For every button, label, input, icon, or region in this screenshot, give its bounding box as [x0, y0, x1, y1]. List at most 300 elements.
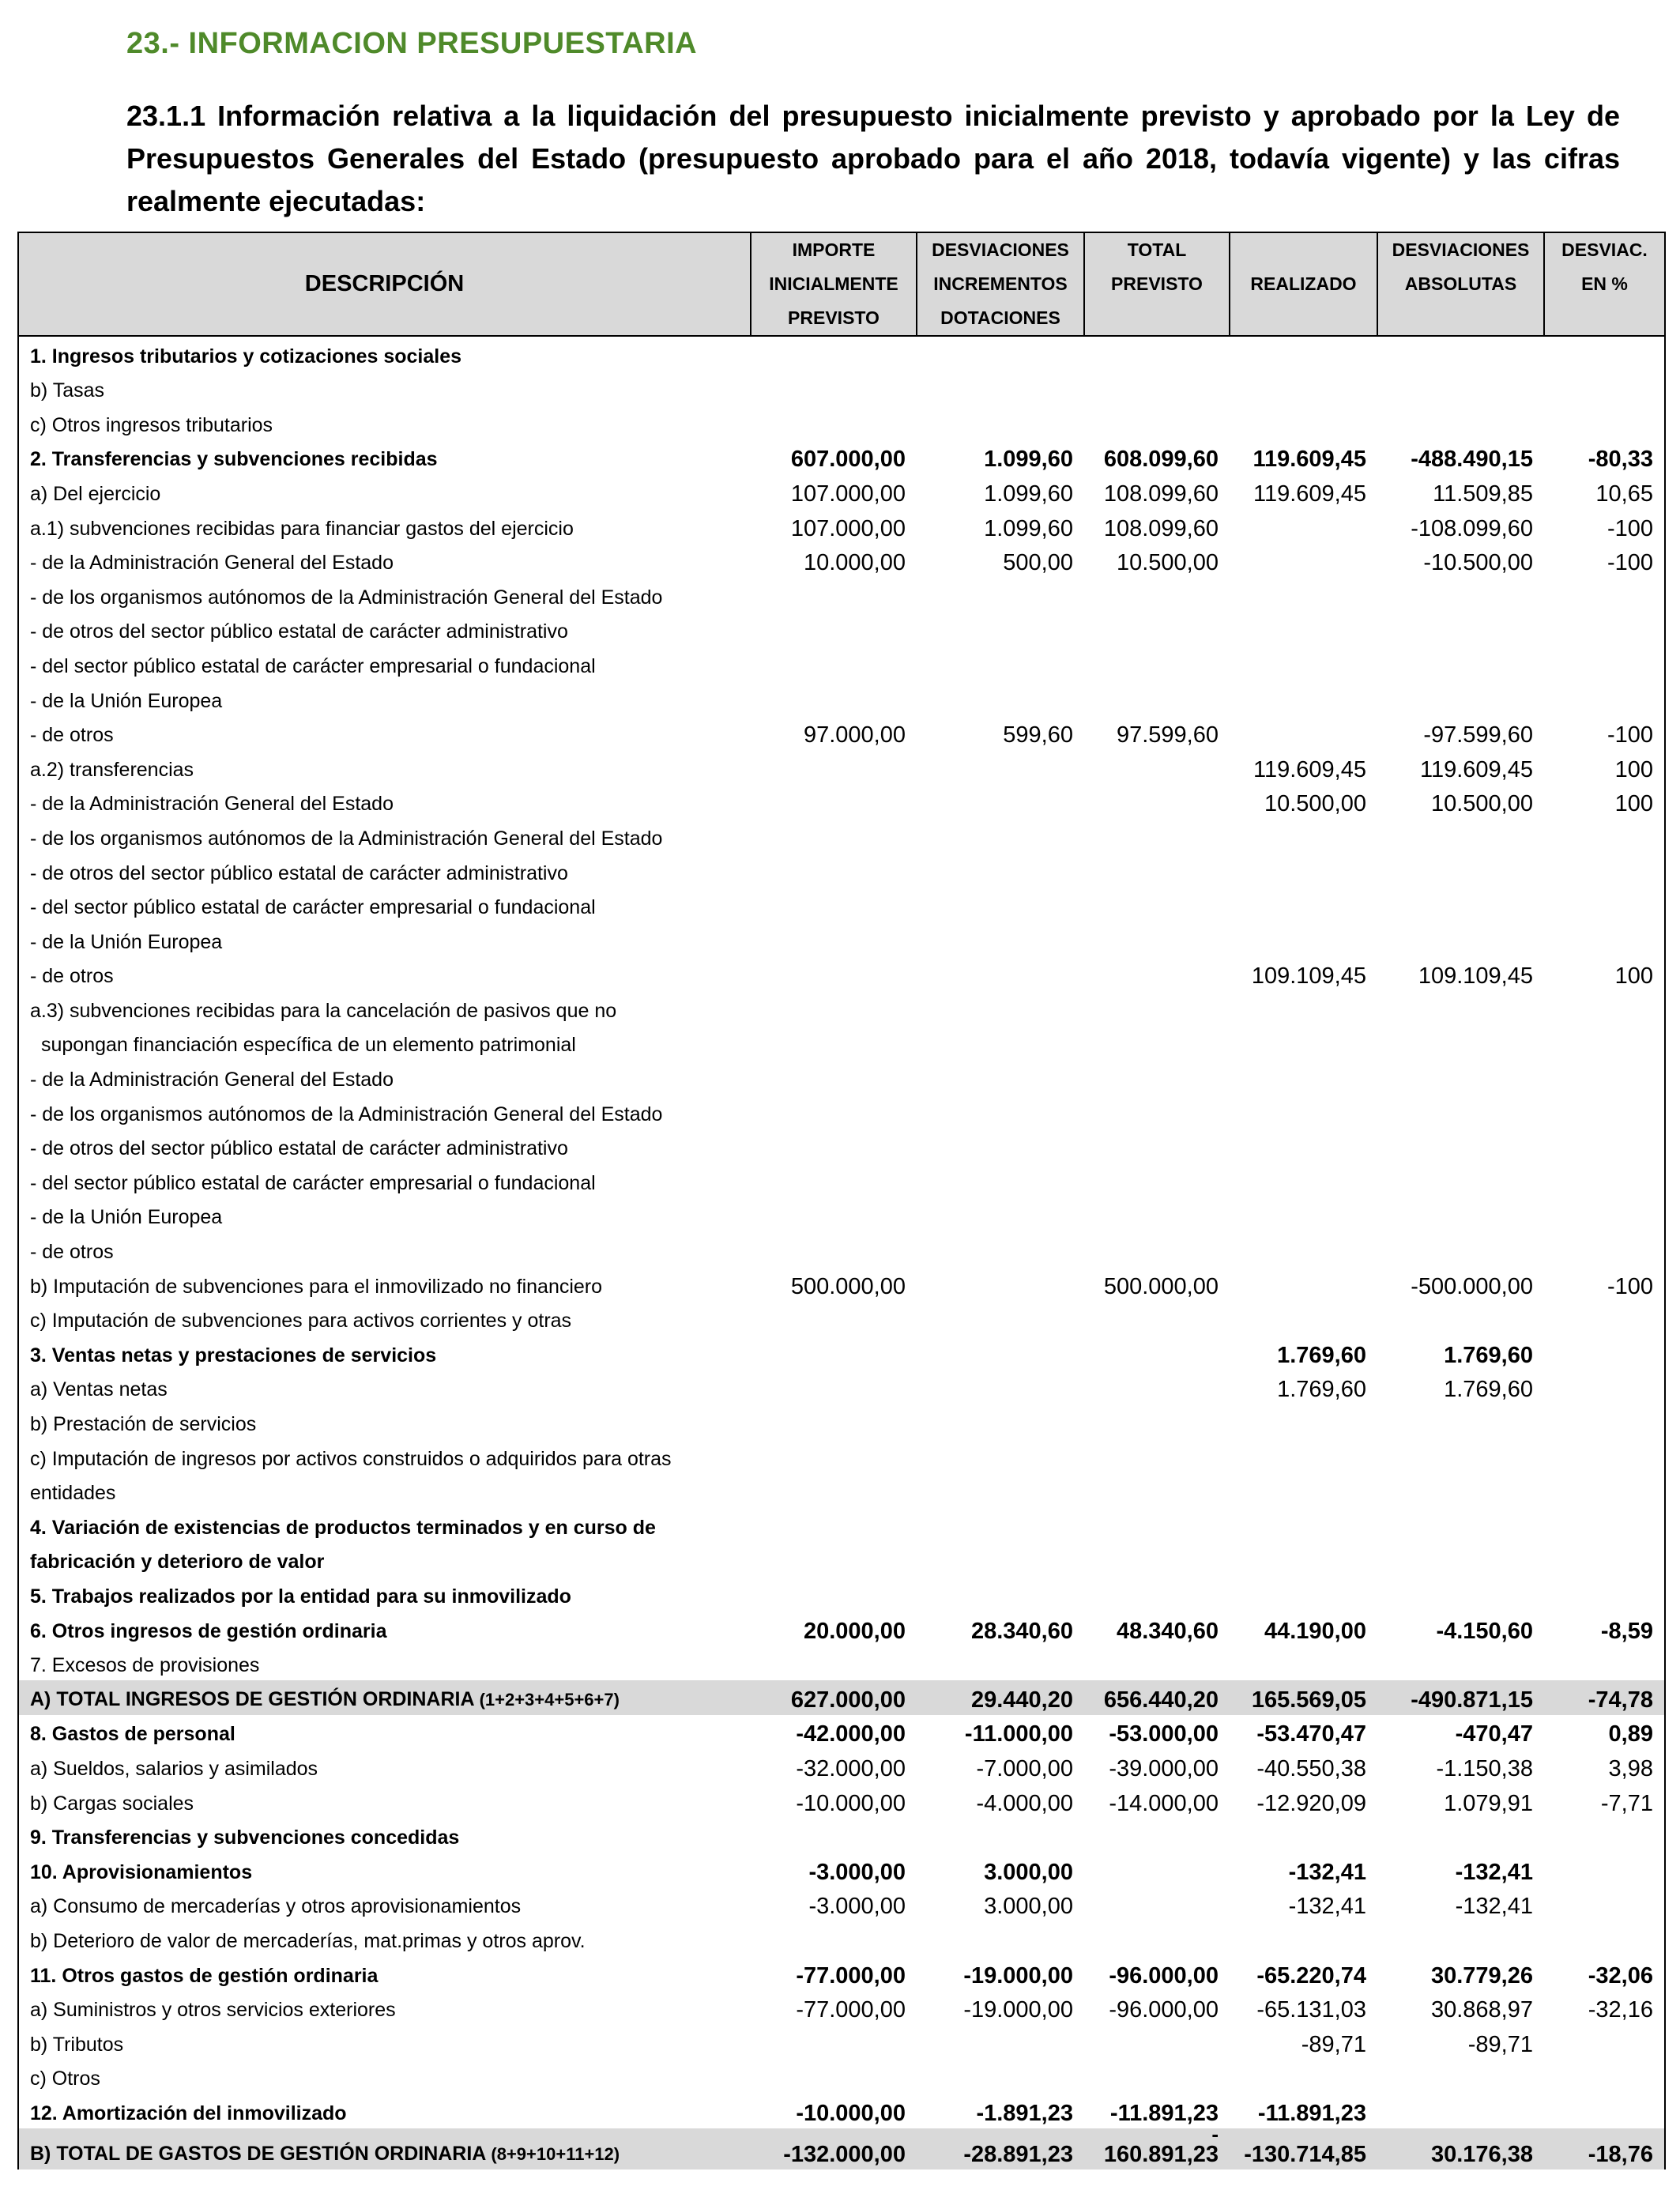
table-row [18, 578, 1665, 613]
cell-realizado [1230, 647, 1377, 681]
cell-total-previsto [1084, 1784, 1230, 1819]
table-body [18, 336, 1665, 2169]
cell-total-previsto [1084, 1577, 1230, 1612]
row-description-text: 10. Aprovisionamientos [30, 1860, 253, 1883]
cell-total-previsto [1084, 1508, 1230, 1543]
cell-total-previsto [1084, 1026, 1230, 1061]
row-description-text: - de otros [30, 1241, 114, 1264]
cell-desviaciones-absolutas [1377, 1267, 1544, 1302]
cell-desviaciones-incrementos [917, 1302, 1084, 1336]
cell-importe-inicial [751, 474, 917, 509]
cell-total-previsto [1084, 888, 1230, 923]
cell-realizado [1230, 1646, 1377, 1681]
table-row [18, 1577, 1665, 1612]
cell-desviaciones-absolutas [1377, 819, 1544, 854]
cell-desviaciones-incrementos [917, 336, 1084, 371]
cell-desviaciones-absolutas [1377, 1819, 1544, 1853]
row-description [18, 1095, 751, 1129]
row-description-text: 5. Trabajos realizados por la entidad para su inmovilizado [30, 1585, 571, 1608]
cell-importe-inicial [751, 716, 917, 751]
cell-realizado [1230, 2025, 1377, 2060]
cell-desviaciones-incrementos [917, 578, 1084, 613]
cell-realizado [1230, 750, 1377, 785]
cell-value: 119.609,45 [1253, 756, 1366, 782]
cell-realizado [1230, 1749, 1377, 1784]
cell-importe-inicial [751, 1749, 917, 1784]
row-description [18, 544, 751, 579]
cell-desviacion-porcentaje [1544, 1163, 1665, 1198]
cell-desviacion-porcentaje [1544, 544, 1665, 579]
cell-desviaciones-absolutas [1377, 1680, 1544, 1715]
cell-desviacion-porcentaje [1544, 750, 1665, 785]
cell-total-previsto [1084, 1404, 1230, 1439]
cell-realizado [1230, 1095, 1377, 1129]
table-row [18, 2060, 1665, 2094]
cell-value: 607.000,00 [790, 447, 906, 473]
cell-desviaciones-incrementos [917, 613, 1084, 647]
cell-total-previsto [1084, 1060, 1230, 1095]
row-description [18, 1439, 751, 1474]
table-row [18, 440, 1665, 475]
cell-realizado [1230, 1887, 1377, 1922]
cell-realizado [1230, 1198, 1377, 1233]
cell-importe-inicial [751, 1163, 917, 1198]
cell-total-previsto [1084, 1956, 1230, 1991]
cell-value: 30.176,38 [1430, 2141, 1533, 2167]
cell-value: -11.000,00 [964, 1721, 1073, 1747]
cell-realizado [1230, 1026, 1377, 1061]
header-line: INICIALMENTE [769, 273, 898, 294]
cell-desviacion-porcentaje [1544, 2060, 1665, 2094]
cell-desviaciones-incrementos [917, 1095, 1084, 1129]
cell-realizado [1230, 854, 1377, 888]
cell-total-previsto [1084, 2060, 1230, 2094]
cell-value: 1.099,60 [984, 481, 1073, 507]
cell-value: -28.891,23 [963, 2141, 1073, 2167]
cell-desviacion-porcentaje [1544, 1646, 1665, 1681]
cell-importe-inicial [751, 2060, 917, 2094]
cell-desviaciones-incrementos [917, 1060, 1084, 1095]
row-description [18, 1956, 751, 1991]
row-description-text: 7. Excesos de provisiones [30, 1654, 260, 1677]
row-description [18, 509, 751, 544]
cell-realizado [1230, 785, 1377, 820]
cell-desviaciones-absolutas [1377, 1921, 1544, 1956]
cell-value: -132,41 [1455, 1894, 1533, 1920]
cell-importe-inicial [751, 1439, 917, 1474]
cell-value: -32,16 [1588, 1997, 1653, 2023]
table-row [18, 1715, 1665, 1750]
cell-total-previsto [1084, 1474, 1230, 1509]
row-description [18, 1508, 751, 1543]
cell-desviaciones-incrementos [917, 854, 1084, 888]
cell-desviaciones-absolutas [1377, 371, 1544, 406]
cell-desviaciones-absolutas [1377, 336, 1544, 371]
cell-desviaciones-absolutas [1377, 1577, 1544, 1612]
cell-realizado [1230, 578, 1377, 613]
cell-desviacion-porcentaje [1544, 1508, 1665, 1543]
row-description [18, 405, 751, 440]
cell-desviaciones-absolutas [1377, 1612, 1544, 1646]
cell-desviaciones-absolutas [1377, 2025, 1544, 2060]
cell-desviaciones-incrementos [917, 1336, 1084, 1370]
cell-value: 107.000,00 [790, 515, 906, 541]
table-row [18, 681, 1665, 716]
cell-desviaciones-absolutas [1377, 440, 1544, 475]
cell-realizado [1230, 2128, 1377, 2169]
cell-total-previsto [1084, 922, 1230, 957]
row-description [18, 647, 751, 681]
cell-value: -100 [1607, 550, 1653, 576]
cell-desviaciones-incrementos [917, 1921, 1084, 1956]
cell-total-previsto [1084, 819, 1230, 854]
cell-value: 0,89 [1608, 1721, 1653, 1747]
cell-total-previsto [1084, 681, 1230, 716]
header-line: PREVISTO [1111, 273, 1203, 294]
cell-importe-inicial [751, 681, 917, 716]
cell-desviacion-porcentaje [1544, 888, 1665, 923]
row-description-text: 6. Otros ingresos de gestión ordinaria [30, 1619, 387, 1642]
cell-value: -500.000,00 [1411, 1273, 1533, 1299]
table-row [18, 1921, 1665, 1956]
cell-desviacion-porcentaje [1544, 1921, 1665, 1956]
cell-realizado [1230, 1474, 1377, 1509]
row-description-text: b) Deterioro de valor de mercaderías, mat.primas y otros aprov. [30, 1929, 586, 1952]
row-description [18, 1853, 751, 1887]
cell-desviaciones-absolutas [1377, 2094, 1544, 2128]
cell-desviaciones-absolutas [1377, 405, 1544, 440]
cell-desviaciones-incrementos [917, 544, 1084, 579]
table-row [18, 1129, 1665, 1164]
row-description-text: - de la Administración General del Estado [30, 793, 394, 816]
cell-desviacion-porcentaje [1544, 440, 1665, 475]
cell-desviacion-porcentaje [1544, 336, 1665, 371]
row-description-text: 2. Transferencias y subvenciones recibidas [30, 448, 438, 471]
cell-value: 119.609,45 [1253, 481, 1366, 507]
cell-value: -3.000,00 [808, 1894, 906, 1920]
cell-importe-inicial [751, 1302, 917, 1336]
row-description [18, 2094, 751, 2128]
cell-desviacion-porcentaje [1544, 785, 1665, 820]
row-description [18, 371, 751, 406]
row-description [18, 613, 751, 647]
cell-desviacion-porcentaje [1544, 1095, 1665, 1129]
cell-total-previsto [1084, 509, 1230, 544]
cell-importe-inicial [751, 1474, 917, 1509]
row-description-text: a) Del ejercicio [30, 482, 161, 505]
header-line: ABSOLUTAS [1404, 273, 1517, 294]
row-description [18, 1612, 751, 1646]
cell-desviaciones-absolutas [1377, 1956, 1544, 1991]
cell-desviaciones-absolutas [1377, 2128, 1544, 2169]
row-description [18, 1474, 751, 1509]
cell-importe-inicial [751, 819, 917, 854]
cell-desviacion-porcentaje [1544, 647, 1665, 681]
header-line: PREVISTO [788, 307, 880, 328]
row-description-text: - de otros del sector público estatal de carácter administrativo [30, 620, 568, 643]
cell-value: -470,47 [1455, 1721, 1533, 1747]
cell-value: -11.891,23 [1257, 2100, 1366, 2126]
cell-importe-inicial [751, 509, 917, 544]
cell-value: 165.569,05 [1251, 1687, 1366, 1713]
cell-importe-inicial [751, 785, 917, 820]
cell-importe-inicial [751, 854, 917, 888]
cell-total-previsto [1084, 854, 1230, 888]
row-description [18, 991, 751, 1026]
cell-value: 100 [1614, 963, 1653, 990]
table-row [18, 1336, 1665, 1370]
cell-desviaciones-incrementos [917, 371, 1084, 406]
cell-desviaciones-incrementos [917, 681, 1084, 716]
cell-total-previsto [1084, 957, 1230, 992]
cell-realizado [1230, 1612, 1377, 1646]
cell-value: 627.000,00 [790, 1687, 906, 1713]
row-description-text: a) Suministros y otros servicios exteriores [30, 1999, 396, 2022]
cell-desviaciones-incrementos [917, 2060, 1084, 2094]
row-description-text: - de la Administración General del Estado [30, 552, 394, 575]
row-description [18, 1026, 751, 1061]
row-formula: (8+9+10+11+12) [491, 2143, 620, 2164]
cell-realizado [1230, 1921, 1377, 1956]
row-description-text: b) Imputación de subvenciones para el inmovilizado no financiero [30, 1275, 603, 1298]
table-row [18, 405, 1665, 440]
cell-value: 3.000,00 [984, 1894, 1073, 1920]
cell-importe-inicial [751, 1956, 917, 1991]
cell-total-previsto [1084, 336, 1230, 371]
table-row [18, 991, 1665, 1026]
cell-desviaciones-incrementos [917, 922, 1084, 957]
cell-total-previsto [1084, 2121, 1230, 2169]
cell-realizado [1230, 544, 1377, 579]
row-description-text: - de la Unión Europea [30, 1206, 223, 1229]
cell-desviacion-porcentaje [1544, 405, 1665, 440]
row-description [18, 922, 751, 957]
cell-value: 1.099,60 [984, 447, 1073, 473]
row-formula: (1+2+3+4+5+6+7) [479, 1689, 620, 1710]
cell-desviacion-porcentaje [1544, 1680, 1665, 1715]
cell-total-previsto [1084, 716, 1230, 751]
row-description-text: - de la Unión Europea [30, 930, 223, 953]
cell-desviaciones-incrementos [917, 509, 1084, 544]
header-line: INCREMENTOS [933, 273, 1068, 294]
row-description [18, 1715, 751, 1750]
cell-importe-inicial [751, 1404, 917, 1439]
row-description-text: 12. Amortización del inmovilizado [30, 2102, 347, 2124]
cell-desviaciones-incrementos [917, 716, 1084, 751]
cell-desviacion-porcentaje [1544, 1232, 1665, 1267]
cell-desviaciones-incrementos [917, 1370, 1084, 1405]
cell-realizado [1230, 613, 1377, 647]
cell-value: 1.769,60 [1444, 1342, 1533, 1368]
cell-value: 108.099,60 [1103, 515, 1219, 541]
cell-value: 107.000,00 [790, 481, 906, 507]
cell-desviaciones-incrementos [917, 1956, 1084, 1991]
cell-desviaciones-absolutas [1377, 1749, 1544, 1784]
row-description-text: - de los organismos autónomos de la Administración General del Estado [30, 586, 663, 609]
cell-value: 44.190,00 [1264, 1618, 1366, 1644]
cell-desviaciones-incrementos [917, 2094, 1084, 2128]
table-row [18, 1612, 1665, 1646]
cell-desviacion-porcentaje [1544, 819, 1665, 854]
table-row [18, 1543, 1665, 1578]
cell-desviaciones-absolutas [1377, 1404, 1544, 1439]
cell-total-previsto [1084, 1887, 1230, 1922]
row-description-text: fabricación y deterioro de valor [30, 1551, 325, 1574]
cell-importe-inicial [751, 1508, 917, 1543]
row-description-text: 11. Otros gastos de gestión ordinaria [30, 1964, 379, 1987]
cell-total-previsto [1084, 785, 1230, 820]
cell-realizado [1230, 2094, 1377, 2128]
cell-importe-inicial [751, 544, 917, 579]
cell-value: -53.470,47 [1256, 1721, 1366, 1747]
cell-desviacion-porcentaje [1544, 1543, 1665, 1578]
table-row [18, 1404, 1665, 1439]
row-description [18, 854, 751, 888]
cell-value: -77.000,00 [796, 1962, 906, 1989]
cell-desviaciones-incrementos [917, 405, 1084, 440]
row-description-text: - de los organismos autónomos de la Administración General del Estado [30, 1103, 663, 1125]
cell-total-previsto [1084, 440, 1230, 475]
header-line: TOTAL [1127, 239, 1187, 260]
cell-desviaciones-absolutas [1377, 1302, 1544, 1336]
row-description-text: 1. Ingresos tributarios y cotizaciones sociales [30, 345, 462, 368]
cell-value: -19.000,00 [963, 1997, 1073, 2023]
cell-total-previsto [1084, 1612, 1230, 1646]
row-description-text: b) Prestación de servicios [30, 1413, 257, 1435]
cell-importe-inicial [751, 1198, 917, 1233]
cell-value: -100 [1607, 722, 1653, 748]
row-description [18, 1267, 751, 1302]
table-row [18, 2094, 1665, 2128]
cell-importe-inicial [751, 1612, 917, 1646]
cell-value: 10.000,00 [803, 550, 906, 576]
table-row [18, 1370, 1665, 1405]
cell-desviaciones-absolutas [1377, 785, 1544, 820]
cell-realizado [1230, 1508, 1377, 1543]
cell-realizado [1230, 509, 1377, 544]
cell-importe-inicial [751, 1921, 917, 1956]
cell-desviaciones-incrementos [917, 1543, 1084, 1578]
cell-importe-inicial [751, 991, 917, 1026]
cell-value: 97.000,00 [803, 722, 906, 748]
row-description [18, 1749, 751, 1784]
cell-desviacion-porcentaje [1544, 1612, 1665, 1646]
table-row [18, 750, 1665, 785]
cell-value: -8,59 [1600, 1618, 1653, 1644]
header-importe-inicial [751, 232, 917, 336]
row-description [18, 1784, 751, 1819]
cell-value: 11.509,85 [1433, 481, 1533, 507]
row-description [18, 2128, 751, 2169]
row-description-text: a) Sueldos, salarios y asimilados [30, 1757, 318, 1780]
table-row [18, 1680, 1665, 1715]
cell-desviaciones-absolutas [1377, 1026, 1544, 1061]
cell-value: 97.599,60 [1116, 722, 1219, 748]
cell-importe-inicial [751, 1991, 917, 2026]
cell-desviaciones-absolutas [1377, 613, 1544, 647]
cell-desviacion-porcentaje [1544, 2094, 1665, 2128]
cell-value: -7.000,00 [976, 1755, 1073, 1781]
table-row [18, 854, 1665, 888]
cell-desviacion-porcentaje [1544, 1439, 1665, 1474]
cell-importe-inicial [751, 1577, 917, 1612]
table-row [18, 1267, 1665, 1302]
row-description-text: c) Otros ingresos tributarios [30, 413, 273, 436]
cell-desviacion-porcentaje [1544, 371, 1665, 406]
table-row [18, 1508, 1665, 1543]
cell-value: -130.714,85 [1244, 2141, 1366, 2167]
cell-desviaciones-absolutas [1377, 922, 1544, 957]
table-row [18, 2025, 1665, 2060]
cell-value: 160.891,23 [1103, 2141, 1219, 2167]
row-description [18, 1543, 751, 1578]
table-row [18, 1198, 1665, 1233]
cell-realizado [1230, 1819, 1377, 1853]
header-realizado [1230, 232, 1377, 336]
cell-realizado [1230, 2060, 1377, 2094]
cell-desviaciones-absolutas [1377, 1336, 1544, 1370]
cell-importe-inicial [751, 1853, 917, 1887]
cell-desviacion-porcentaje [1544, 1819, 1665, 1853]
cell-importe-inicial [751, 1232, 917, 1267]
row-description [18, 1991, 751, 2026]
cell-desviacion-porcentaje [1544, 991, 1665, 1026]
cell-realizado [1230, 716, 1377, 751]
cell-desviacion-porcentaje [1544, 1715, 1665, 1750]
table-row [18, 922, 1665, 957]
cell-importe-inicial [751, 1819, 917, 1853]
cell-value: 100 [1614, 791, 1653, 817]
cell-value: 109.109,45 [1418, 963, 1533, 990]
cell-value: -108.099,60 [1411, 515, 1533, 541]
row-description [18, 1577, 751, 1612]
row-description [18, 1404, 751, 1439]
cell-total-previsto [1084, 1336, 1230, 1370]
cell-importe-inicial [751, 1267, 917, 1302]
cell-importe-inicial [751, 440, 917, 475]
cell-value: 1.079,91 [1444, 1790, 1533, 1816]
cell-desviaciones-incrementos [917, 1887, 1084, 1922]
cell-importe-inicial [751, 1784, 917, 1819]
cell-desviaciones-absolutas [1377, 854, 1544, 888]
cell-desviacion-porcentaje [1544, 854, 1665, 888]
cell-value: 10.500,00 [1116, 550, 1219, 576]
table-row [18, 1060, 1665, 1095]
cell-realizado [1230, 1232, 1377, 1267]
cell-total-previsto [1084, 474, 1230, 509]
cell-desviaciones-incrementos [917, 1508, 1084, 1543]
cell-importe-inicial [751, 922, 917, 957]
row-description-text: b) Tributos [30, 2033, 124, 2056]
cell-desviaciones-incrementos [917, 888, 1084, 923]
cell-value: -3.000,00 [808, 1859, 906, 1885]
cell-importe-inicial [751, 957, 917, 992]
cell-importe-inicial [751, 1715, 917, 1750]
cell-total-previsto [1084, 991, 1230, 1026]
cell-desviacion-porcentaje [1544, 2025, 1665, 2060]
cell-value: -11.891,23 [1109, 2100, 1219, 2126]
cell-total-previsto [1084, 1095, 1230, 1129]
row-description-text: - de otros del sector público estatal de carácter administrativo [30, 1137, 568, 1160]
table-row [18, 819, 1665, 854]
table-row [18, 1956, 1665, 1991]
cell-desviaciones-incrementos [917, 1853, 1084, 1887]
cell-value: 108.099,60 [1103, 481, 1219, 507]
cell-value: -77.000,00 [796, 1997, 906, 2023]
cell-total-previsto [1084, 1715, 1230, 1750]
cell-total-previsto [1084, 544, 1230, 579]
cell-value: -40.550,38 [1256, 1755, 1366, 1781]
